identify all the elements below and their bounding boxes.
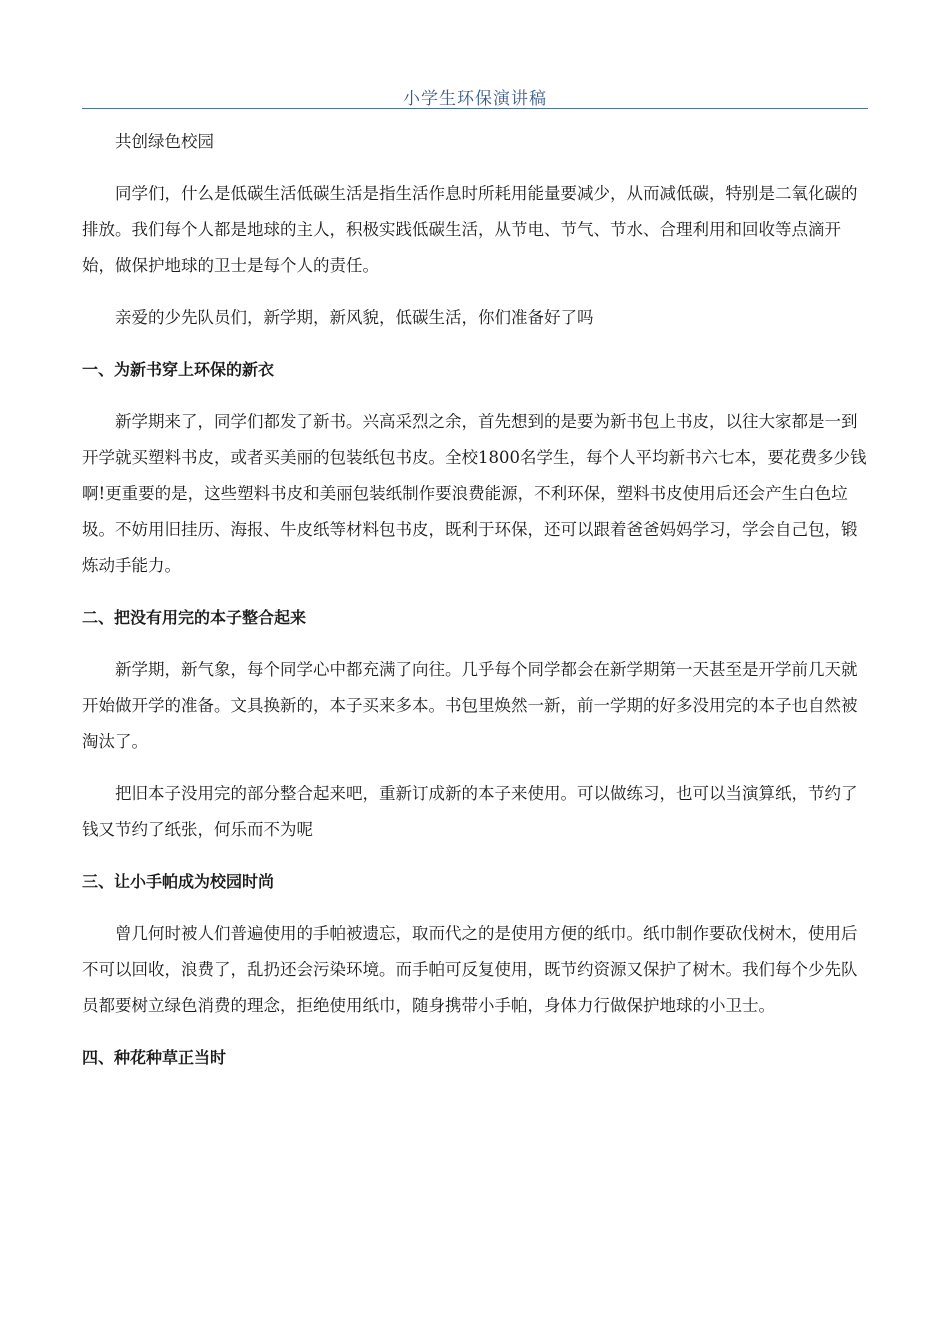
section-3-paragraph-1: 曾几何时被人们普遍使用的手帕被遗忘，取而代之的是使用方便的纸巾。纸巾制作要砍伐树木，使用后不可以回收，浪费了，乱扔还会污染环境。而手帕可反复使用，既节约资源又保护了树木。我们每个少先队员都要树立绿色消费的理念，拒绝使用纸巾，随身携带小手帕，身体力行做保护地球的小卫士。 (82, 924, 858, 1015)
section-heading-1: 一、为新书穿上环保的新衣 (82, 360, 275, 379)
document-body (82, 124, 870, 1076)
page-header-title: 小学生环保演讲稿 (403, 89, 547, 109)
greeting-paragraph: 亲爱的少先队员们，新学期，新风貌，低碳生活，你们准备好了吗 (115, 308, 594, 327)
header-divider (82, 108, 868, 109)
section-heading-4: 四、种花种草正当时 (82, 1048, 227, 1067)
section-2-paragraph-1: 新学期，新气象，每个同学心中都充满了向往。几乎每个同学都会在新学期第一天甚至是开学前几天就开始做开学的准备。文具换新的，本子买来多本。书包里焕然一新，前一学期的好多没用完的本子也自然被淘汰了。 (82, 660, 858, 751)
section-heading-3: 三、让小手帕成为校园时尚 (82, 872, 275, 891)
subtitle: 共创绿色校园 (115, 132, 214, 151)
section-heading-2: 二、把没有用完的本子整合起来 (82, 608, 307, 627)
section-1-paragraph-1: 新学期来了，同学们都发了新书。兴高采烈之余，首先想到的是要为新书包上书皮，以往大家都是一到开学就买塑料书皮，或者买美丽的包装纸包书皮。全校1800名学生，每个人平均新书六七本，要花费多少钱啊!更重要的是，这些塑料书皮和美丽包装纸制作要浪费能源，不利环保，塑料书皮使用后还会产生白色垃圾。不妨用旧挂历、海报、牛皮纸等材料包书皮，既利于环保，还可以跟着爸爸妈妈学习，学会自己包，锻炼动手能力。 (82, 412, 867, 575)
section-2-paragraph-2: 把旧本子没用完的部分整合起来吧，重新订成新的本子来使用。可以做练习，也可以当演算纸，节约了钱又节约了纸张，何乐而不为呢 (82, 784, 858, 839)
intro-paragraph: 同学们，什么是低碳生活低碳生活是指生活作息时所耗用能量要减少，从而减低碳，特别是二氧化碳的排放。我们每个人都是地球的主人，积极实践低碳生活，从节电、节气、节水、合理利用和回收等点滴开始，做保护地球的卫士是每个人的责任。 (82, 184, 858, 275)
